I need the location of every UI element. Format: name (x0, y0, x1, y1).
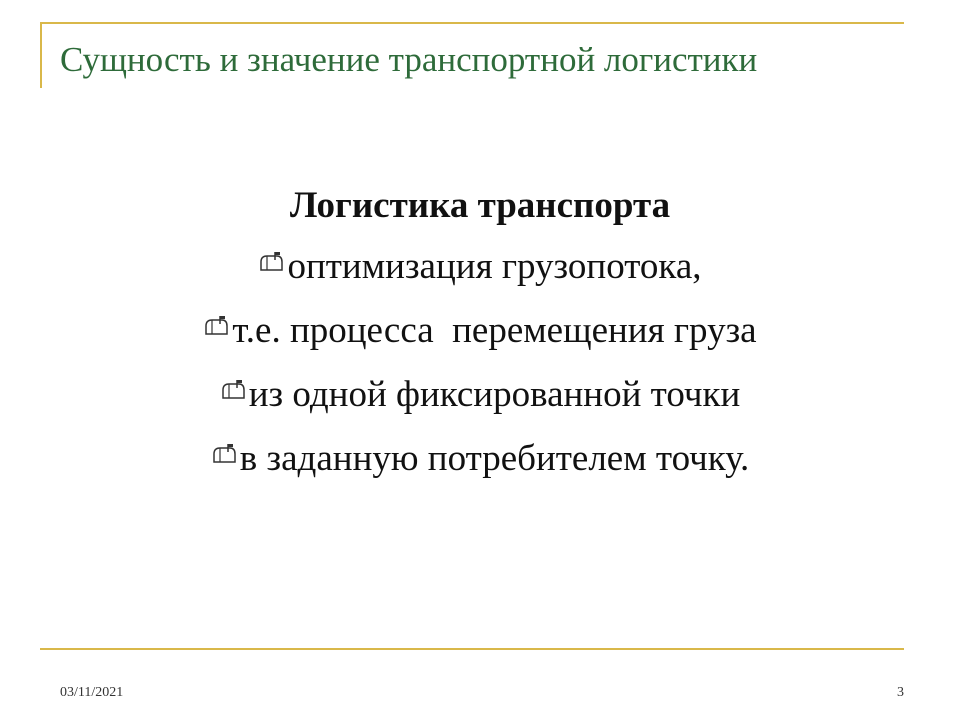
left-rule (40, 22, 42, 88)
mailbox-icon (211, 424, 237, 482)
bullet-item-4 (0, 424, 960, 488)
bullet-item-1 (0, 232, 960, 296)
page-number: 3 (897, 685, 904, 700)
mailbox-icon (258, 232, 284, 290)
slide-title: Сущность и значение транспортной логистики (60, 40, 758, 79)
slide-content (0, 180, 960, 488)
mailbox-icon (203, 296, 229, 354)
bullet-text: т.е. процесса перемещения груза (232, 310, 757, 351)
bullet-text: оптимизация грузопотока, (287, 246, 702, 287)
bullet-item-2 (0, 296, 960, 360)
mailbox-icon (220, 360, 246, 418)
bullet-text: в заданную потребителем точку. (239, 438, 750, 479)
top-rule (40, 22, 904, 24)
bullet-text: из одной фиксированной точки (248, 374, 741, 415)
bullet-item-3 (0, 360, 960, 424)
bottom-rule (40, 648, 904, 650)
content-heading: Логистика транспорта (289, 185, 671, 226)
footer-date: 03/11/2021 (60, 685, 124, 700)
